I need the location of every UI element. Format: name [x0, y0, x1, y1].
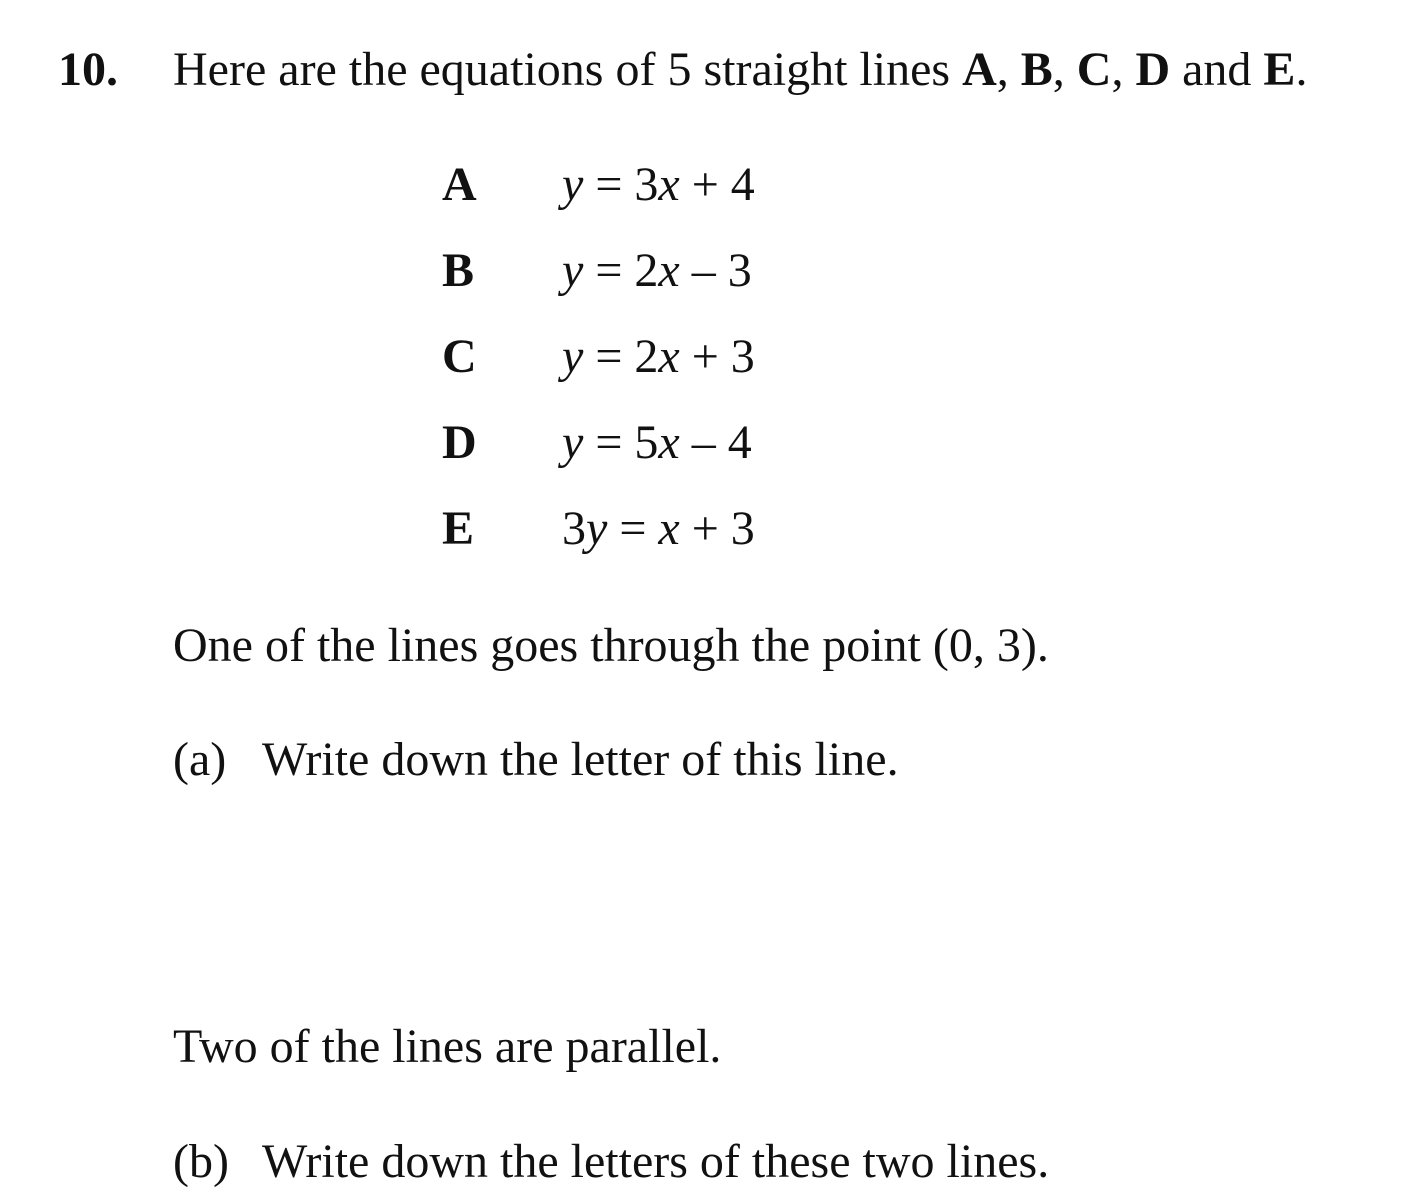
equation-expression: 3y = x + 3: [562, 502, 755, 555]
equation-letter: B: [442, 244, 475, 297]
stem-text: Here are the equations of 5 straight lines: [173, 43, 963, 96]
stem-letter-d: D: [1135, 43, 1171, 96]
stem-letter-c: C: [1076, 43, 1112, 96]
equation-expression: y = 5x – 4: [562, 416, 752, 469]
equation-expression: y = 2x + 3: [562, 330, 755, 383]
question-number: 10.: [58, 43, 118, 96]
question-stem: Here are the equations of 5 straight lines A, B, C, D and E.: [173, 43, 1308, 96]
stem-letter-e: E: [1263, 43, 1296, 96]
part-b-prompt: Write down the letters of these two lines.: [262, 1135, 1050, 1188]
equation-expression: y = 2x – 3: [562, 244, 752, 297]
part-b-label: (b): [173, 1135, 229, 1188]
equation-expression: y = 3x + 4: [562, 158, 755, 211]
equation-letter: C: [442, 330, 477, 383]
info-text-point: One of the lines goes through the point (0, 3).: [173, 619, 1049, 672]
stem-letter-a: A: [962, 43, 997, 96]
equation-letter: D: [442, 416, 477, 469]
stem-letter-b: B: [1020, 43, 1053, 96]
part-a-label: (a): [173, 733, 227, 786]
equation-letter: A: [442, 158, 477, 211]
info-text-parallel: Two of the lines are parallel.: [173, 1020, 722, 1073]
part-a-prompt: Write down the letter of this line.: [262, 733, 899, 786]
equation-letter: E: [442, 502, 475, 555]
